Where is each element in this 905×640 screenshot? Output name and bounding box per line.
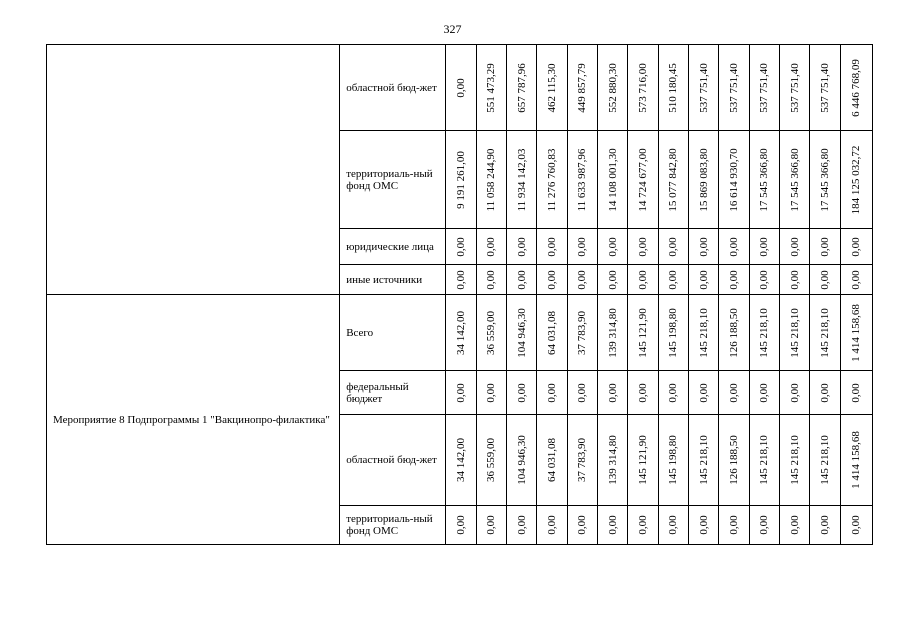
- value-text: 126 188,50: [727, 307, 740, 358]
- value-text: 0,00: [850, 515, 863, 535]
- value-cell: [658, 506, 688, 545]
- value-text: 184 125 032,72: [850, 145, 863, 214]
- value-cell: [537, 295, 567, 371]
- value-text: 104 946,30: [515, 307, 528, 358]
- value-text: 0,00: [727, 515, 740, 535]
- value-text: 139 314,80: [606, 435, 619, 485]
- value-cell: [658, 131, 688, 229]
- value-text: 0,00: [455, 269, 467, 290]
- value-text: 34 142,00: [455, 310, 467, 355]
- value-cell: [507, 131, 537, 229]
- value-cell: [537, 506, 567, 545]
- value-text: 104 946,30: [515, 435, 528, 485]
- value-text: 15 869 083,80: [697, 147, 710, 212]
- value-cell: [628, 415, 658, 506]
- value-text: 17 545 366,80: [818, 147, 831, 212]
- value-cell: [567, 131, 597, 229]
- value-cell: [719, 415, 749, 506]
- value-cell: [537, 131, 567, 229]
- value-cell: [810, 295, 840, 371]
- value-cell: [840, 229, 872, 265]
- value-cell: [567, 229, 597, 265]
- value-cell: [507, 229, 537, 265]
- value-text: 0,00: [515, 236, 528, 257]
- value-cell: [628, 506, 658, 545]
- value-cell: [507, 295, 537, 371]
- value-text: 17 545 366,80: [758, 147, 771, 212]
- value-text: 537 751,40: [697, 62, 710, 113]
- value-cell: [567, 371, 597, 415]
- value-text: 0,00: [727, 269, 740, 290]
- value-cell: [446, 131, 476, 229]
- value-text: 537 751,40: [727, 62, 740, 113]
- value-text: 0,00: [485, 382, 498, 403]
- value-text: 145 218,10: [758, 435, 771, 485]
- value-cell: [476, 45, 506, 131]
- value-text: 0,00: [576, 382, 589, 403]
- value-cell: [749, 295, 779, 371]
- value-cell: [749, 131, 779, 229]
- value-text: 0,00: [485, 236, 498, 257]
- value-text: 510 180,45: [667, 62, 680, 113]
- value-cell: [779, 415, 809, 506]
- value-text: 0,00: [727, 382, 740, 403]
- value-text: 0,00: [788, 269, 801, 290]
- value-text: 0,00: [758, 236, 771, 257]
- budget-table: [46, 44, 873, 545]
- value-text: 0,00: [818, 382, 831, 403]
- value-text: 0,00: [545, 382, 558, 403]
- value-text: 552 880,30: [606, 62, 619, 113]
- value-cell: [597, 506, 627, 545]
- value-text: 0,00: [697, 515, 710, 535]
- value-text: 0,00: [788, 515, 801, 535]
- value-text: 0,00: [606, 269, 619, 290]
- value-cell: [810, 265, 840, 295]
- value-text: 37 783,90: [576, 310, 589, 355]
- value-text: 0,00: [667, 382, 680, 403]
- value-text: 0,00: [636, 515, 649, 535]
- value-cell: [597, 295, 627, 371]
- page-number: 327: [443, 22, 462, 36]
- value-cell: [749, 45, 779, 131]
- value-cell: [810, 415, 840, 506]
- value-text: 0,00: [850, 236, 863, 257]
- value-cell: [840, 295, 872, 371]
- value-text: 1 414 158,68: [850, 303, 863, 362]
- value-cell: [779, 45, 809, 131]
- value-cell: [749, 415, 779, 506]
- value-cell: [567, 45, 597, 131]
- value-text: 16 614 930,70: [727, 147, 740, 212]
- value-text: 1 414 158,68: [850, 431, 863, 489]
- value-cell: [597, 265, 627, 295]
- funding-source-cell: территориаль-ный фонд ОМС: [340, 506, 446, 545]
- value-cell: [628, 371, 658, 415]
- value-text: 145 218,10: [697, 435, 710, 485]
- value-text: 462 115,30: [545, 62, 558, 113]
- value-text: 36 559,00: [485, 438, 498, 482]
- value-text: 0,00: [515, 382, 528, 403]
- value-text: 0,00: [576, 515, 589, 535]
- value-cell: [840, 265, 872, 295]
- value-text: 145 218,10: [818, 307, 831, 358]
- value-cell: [688, 45, 718, 131]
- value-cell: [446, 415, 476, 506]
- value-cell: [567, 265, 597, 295]
- program-cell: Мероприятие 8 Подпрограммы 1 "Вакцинопро-филактика": [47, 295, 340, 545]
- value-text: 145 198,80: [667, 307, 680, 358]
- value-text: 145 218,10: [697, 307, 710, 358]
- value-text: 0,00: [545, 269, 558, 290]
- value-cell: [446, 45, 476, 131]
- value-text: 36 559,00: [485, 310, 498, 355]
- value-text: 0,00: [606, 382, 619, 403]
- value-cell: [688, 131, 718, 229]
- value-cell: [779, 131, 809, 229]
- value-cell: [779, 506, 809, 545]
- value-cell: [446, 265, 476, 295]
- value-cell: [537, 265, 567, 295]
- value-text: 0,00: [758, 515, 771, 535]
- value-cell: [628, 131, 658, 229]
- value-cell: [507, 265, 537, 295]
- value-text: 0,00: [455, 515, 467, 535]
- value-cell: [628, 295, 658, 371]
- value-text: 0,00: [515, 269, 528, 290]
- value-cell: [537, 415, 567, 506]
- value-text: 11 633 987,96: [576, 148, 589, 211]
- value-cell: [476, 371, 506, 415]
- value-text: 0,00: [818, 515, 831, 535]
- value-cell: [658, 45, 688, 131]
- value-cell: [688, 415, 718, 506]
- value-cell: [597, 415, 627, 506]
- value-cell: [597, 371, 627, 415]
- value-text: 0,00: [576, 236, 589, 257]
- value-cell: [688, 295, 718, 371]
- value-text: 0,00: [818, 269, 831, 290]
- value-cell: [476, 295, 506, 371]
- value-text: 145 121,90: [636, 307, 649, 358]
- value-text: 551 473,29: [485, 62, 498, 113]
- value-cell: [476, 131, 506, 229]
- value-text: 537 751,40: [788, 62, 801, 113]
- value-cell: [628, 229, 658, 265]
- value-text: 145 218,10: [818, 435, 831, 485]
- value-cell: [688, 371, 718, 415]
- value-cell: [597, 131, 627, 229]
- value-text: 0,00: [697, 236, 710, 257]
- value-text: 0,00: [606, 236, 619, 257]
- program-cell: [47, 45, 340, 295]
- value-cell: [507, 506, 537, 545]
- value-cell: [507, 45, 537, 131]
- value-text: 537 751,40: [758, 62, 771, 113]
- value-cell: [658, 229, 688, 265]
- value-text: 0,00: [606, 515, 619, 535]
- value-text: 0,00: [727, 236, 740, 257]
- value-text: 0,00: [667, 236, 680, 257]
- value-text: 449 857,79: [576, 62, 589, 113]
- value-text: 64 031,08: [545, 310, 558, 355]
- value-cell: [749, 506, 779, 545]
- value-text: 0,00: [455, 382, 467, 403]
- value-cell: [749, 371, 779, 415]
- value-cell: [719, 506, 749, 545]
- value-text: 537 751,40: [818, 62, 831, 113]
- value-cell: [567, 415, 597, 506]
- value-cell: [719, 45, 749, 131]
- value-cell: [840, 506, 872, 545]
- value-text: 11 934 142,03: [515, 148, 528, 211]
- value-text: 573 716,00: [636, 62, 649, 113]
- value-text: 0,00: [818, 236, 831, 257]
- value-cell: [476, 229, 506, 265]
- value-text: 145 198,80: [667, 435, 680, 485]
- value-text: 14 724 677,00: [636, 147, 649, 212]
- value-text: 0,00: [636, 382, 649, 403]
- table-row: [47, 45, 873, 131]
- value-text: 11 058 244,90: [485, 148, 498, 211]
- value-cell: [446, 371, 476, 415]
- value-text: 139 314,80: [606, 307, 619, 358]
- funding-source-cell: территориаль-ный фонд ОМС: [340, 131, 446, 229]
- value-cell: [597, 229, 627, 265]
- value-text: 0,00: [697, 382, 710, 403]
- value-cell: [810, 131, 840, 229]
- value-text: 17 545 366,80: [788, 147, 801, 212]
- value-text: 0,00: [667, 269, 680, 290]
- value-text: 37 783,90: [576, 438, 589, 482]
- value-cell: [779, 371, 809, 415]
- value-cell: [688, 506, 718, 545]
- value-cell: [810, 45, 840, 131]
- value-text: 0,00: [545, 515, 558, 535]
- value-cell: [779, 265, 809, 295]
- value-cell: [719, 131, 749, 229]
- value-cell: [476, 415, 506, 506]
- value-cell: [810, 506, 840, 545]
- value-cell: [779, 229, 809, 265]
- funding-source-cell: юридические лица: [340, 229, 446, 265]
- value-cell: [567, 295, 597, 371]
- value-cell: [688, 265, 718, 295]
- value-cell: [628, 265, 658, 295]
- value-cell: [840, 131, 872, 229]
- funding-source-cell: иные источники: [340, 265, 446, 295]
- value-cell: [719, 371, 749, 415]
- value-text: 0,00: [667, 515, 680, 535]
- value-text: 145 121,90: [636, 435, 649, 485]
- value-cell: [719, 295, 749, 371]
- value-cell: [628, 45, 658, 131]
- value-text: 0,00: [758, 269, 771, 290]
- value-text: 0,00: [636, 269, 649, 290]
- value-cell: [840, 45, 872, 131]
- value-cell: [840, 371, 872, 415]
- value-text: 145 218,10: [788, 307, 801, 358]
- value-text: 657 787,96: [515, 62, 528, 113]
- value-cell: [567, 506, 597, 545]
- value-cell: [537, 371, 567, 415]
- value-cell: [446, 229, 476, 265]
- funding-source-cell: областной бюд-жет: [340, 45, 446, 131]
- value-cell: [658, 295, 688, 371]
- value-text: 0,00: [758, 382, 771, 403]
- value-cell: [507, 415, 537, 506]
- value-cell: [749, 229, 779, 265]
- value-cell: [507, 371, 537, 415]
- value-text: 0,00: [576, 269, 589, 290]
- value-text: 6 446 768,09: [850, 58, 863, 117]
- value-cell: [719, 229, 749, 265]
- value-text: 14 108 001,30: [606, 147, 619, 212]
- value-cell: [537, 45, 567, 131]
- value-text: 0,00: [455, 77, 467, 98]
- value-text: 9 191 261,00: [455, 150, 467, 209]
- funding-source-cell: областной бюд-жет: [340, 415, 446, 506]
- table-row: [47, 295, 873, 371]
- value-cell: [688, 229, 718, 265]
- value-text: 145 218,10: [758, 307, 771, 358]
- value-cell: [840, 415, 872, 506]
- value-text: 145 218,10: [788, 435, 801, 485]
- value-text: 0,00: [455, 236, 467, 257]
- value-text: 126 188,50: [727, 435, 740, 485]
- value-text: 11 276 760,83: [545, 148, 558, 211]
- value-text: 0,00: [788, 382, 801, 403]
- value-cell: [810, 229, 840, 265]
- value-cell: [749, 265, 779, 295]
- value-text: 64 031,08: [545, 438, 558, 482]
- value-cell: [597, 45, 627, 131]
- value-text: 15 077 842,80: [667, 147, 680, 212]
- value-cell: [719, 265, 749, 295]
- value-text: 0,00: [545, 236, 558, 257]
- value-text: 0,00: [850, 382, 863, 403]
- value-text: 0,00: [485, 515, 498, 535]
- value-cell: [476, 506, 506, 545]
- value-cell: [446, 506, 476, 545]
- value-text: 0,00: [485, 269, 498, 290]
- value-cell: [658, 371, 688, 415]
- value-text: 0,00: [515, 515, 528, 535]
- value-text: 0,00: [850, 269, 863, 290]
- value-cell: [658, 265, 688, 295]
- value-text: 0,00: [697, 269, 710, 290]
- value-text: 34 142,00: [455, 438, 467, 482]
- value-cell: [658, 415, 688, 506]
- value-cell: [537, 229, 567, 265]
- value-text: 0,00: [788, 236, 801, 257]
- funding-source-cell: федеральный бюджет: [340, 371, 446, 415]
- value-cell: [779, 295, 809, 371]
- value-cell: [476, 265, 506, 295]
- value-cell: [810, 371, 840, 415]
- funding-source-cell: Всего: [340, 295, 446, 371]
- value-text: 0,00: [636, 236, 649, 257]
- value-cell: [446, 295, 476, 371]
